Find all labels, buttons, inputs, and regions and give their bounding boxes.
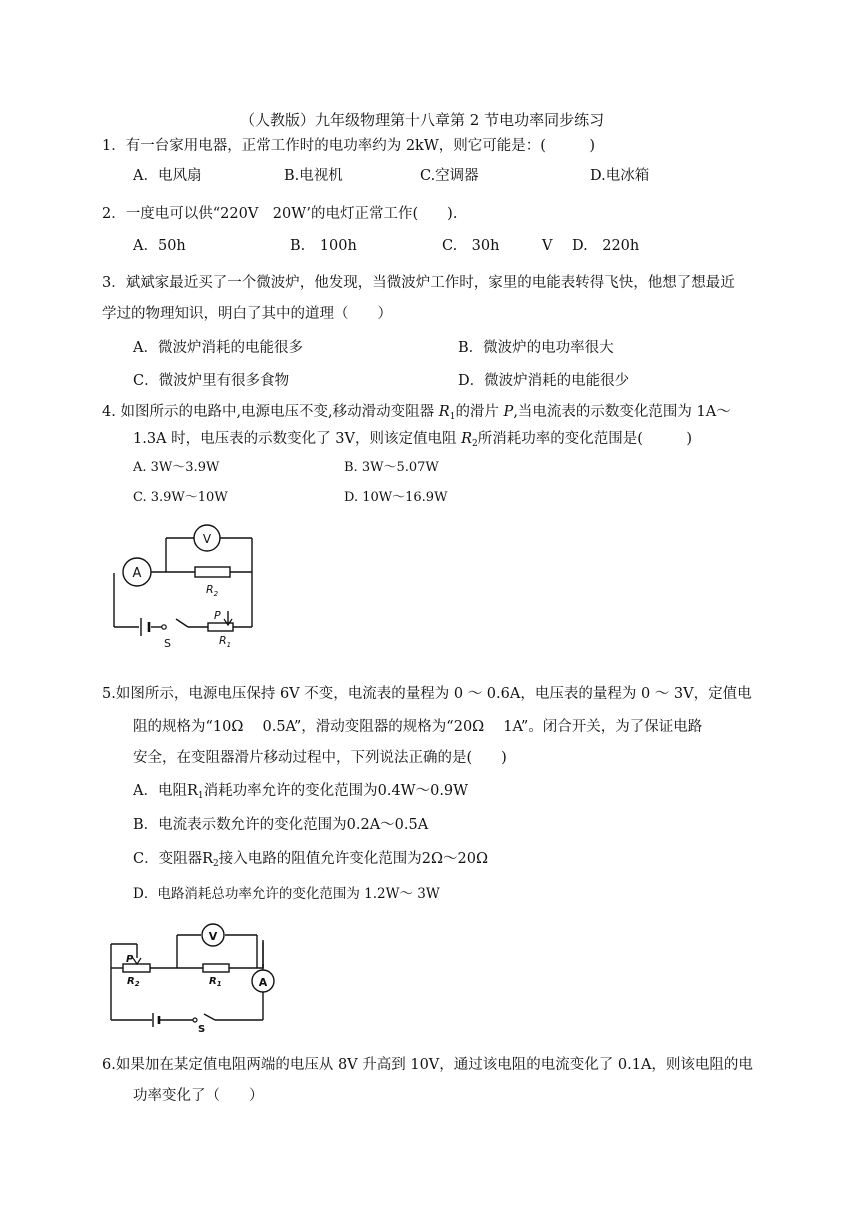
q5-c-text-1: C．变阻器R <box>133 851 214 867</box>
q4-text-5: 所消耗功率的变化范围是( ) <box>477 431 693 447</box>
q1-option-a: A．电风扇 <box>133 168 202 184</box>
r2-label: $R_2$ <box>206 583 219 598</box>
q2-stray-v: V <box>542 238 553 254</box>
r1-label: $R_1$ <box>209 976 222 988</box>
q2-option-b: B. 100h <box>290 238 357 254</box>
q4-option-b: B. 3W～5.07W <box>344 460 439 475</box>
r2-label: $R_2$ <box>127 976 140 988</box>
q4-option-d: D. 10W～16.9W <box>344 490 448 505</box>
ammeter-label: A <box>258 976 268 989</box>
resistor-r1-icon <box>203 964 229 972</box>
q5-c-subscript: 2 <box>213 859 219 869</box>
q5-option-b: B．电流表示数允许的变化范围为0.2A～0.5A <box>133 817 429 833</box>
ammeter-label: A <box>132 566 142 581</box>
q2-option-c: C. 30h <box>442 238 500 254</box>
q4-r2-symbol: R <box>461 431 472 447</box>
q5-circuit-diagram <box>105 920 275 1035</box>
q5-stem-line1: 5.如图所示，电源电压保持 6V 不变，电流表的量程为 0 ～ 0.6A，电压表的量程为 0 ～ 3V，定值电 <box>102 686 752 702</box>
q4-text-3: ,当电流表的示数变化范围为 1A～ <box>513 404 731 420</box>
voltmeter-label: V <box>208 930 218 943</box>
q4-text-1: 4. 如图所示的电路中,电源电压不变,移动滑动变阻器 <box>102 404 439 420</box>
q4-stem-line1 <box>102 402 731 427</box>
q1-option-c: C.空调器 <box>420 168 479 184</box>
r1-label: $R_1$ <box>219 634 232 649</box>
p-label: P <box>214 609 221 622</box>
q5-option-d: D．电路消耗总功率允许的变化范围为 1.2W～ 3W <box>133 886 440 902</box>
switch-icon <box>162 625 166 629</box>
q2-stem: 2．一度电可以供“220V 20W’的电灯正常工作( ). <box>102 206 458 222</box>
q4-r1-subscript: 1 <box>449 412 456 422</box>
q4-circuit-diagram <box>100 515 260 650</box>
q4-r1-symbol: R <box>438 404 450 420</box>
q5-stem-line2: 阻的规格为“10Ω 0.5A”，滑动变阻器的规格为“20Ω 1A”。闭合开关，为了保证电路 <box>133 719 703 735</box>
switch-label: S <box>198 1024 206 1035</box>
q4-text-4: 1.3A 时，电压表的示数变化了 3V，则该定值电阻 <box>133 431 462 447</box>
page-title: （人教版）九年级物理第十八章第 2 节电功率同步练习 <box>240 111 605 129</box>
q3-stem-line2: 学过的物理知识，明白了其中的道理（ ） <box>102 306 392 322</box>
q1-stem: 1．有一台家用电器，正常工作时的电功率约为 2kW，则它可能是：( ) <box>102 138 596 154</box>
resistor-r2-icon <box>195 567 230 577</box>
q4-option-a: A. 3W～3.9W <box>133 460 220 475</box>
q5-a-text-2: 消耗功率允许的变化范围为0.4W～0.9W <box>203 783 469 799</box>
q4-text-2: 的滑片 <box>455 404 504 420</box>
q5-option-c <box>133 849 488 874</box>
q4-r2-subscript: 2 <box>471 439 478 449</box>
q1-option-b: B.电视机 <box>284 168 343 184</box>
voltmeter-label: V <box>202 532 212 546</box>
q1-option-d: D.电冰箱 <box>590 168 650 184</box>
q3-option-d: D．微波炉消耗的电能很少 <box>458 373 630 389</box>
q3-stem-line1: 3．斌斌家最近买了一个微波炉，他发现，当微波炉工作时，家里的电能表转得飞快，他想了想最近 <box>102 275 735 291</box>
q3-option-a: A．微波炉消耗的电能很多 <box>133 340 303 356</box>
q4-option-c: C. 3.9W～10W <box>133 490 228 505</box>
q4-stem-line2 <box>133 429 692 454</box>
q5-stem-line3: 安全，在变阻器滑片移动过程中，下列说法正确的是( ) <box>133 750 507 766</box>
battery-icon <box>141 618 149 636</box>
q3-option-b: B．微波炉的电功率很大 <box>458 340 614 356</box>
switch-icon <box>193 1018 197 1022</box>
q5-a-subscript: 1 <box>197 791 204 801</box>
q4-p-symbol: P <box>503 404 514 420</box>
q2-option-a: A．50h <box>133 238 186 254</box>
rheostat-r2-icon <box>123 964 150 972</box>
q6-stem-line2: 功率变化了（ ） <box>133 1088 264 1104</box>
q5-option-a <box>133 781 468 806</box>
q2-option-d: D. 220h <box>572 238 640 254</box>
q5-c-text-2: 接入电路的阻值允许变化范围为2Ω～20Ω <box>218 851 488 867</box>
q6-stem-line1: 6.如果加在某定值电阻两端的电压从 8V 升高到 10V，通过该电阻的电流变化了 0.1A，则该电阻的电 <box>102 1057 753 1073</box>
q3-option-c: C．微波炉里有很多食物 <box>133 373 290 389</box>
switch-label: S <box>164 637 171 650</box>
q5-a-text-1: A．电阻R <box>133 783 198 799</box>
battery-icon <box>153 1013 159 1027</box>
p-label: P <box>126 954 134 965</box>
